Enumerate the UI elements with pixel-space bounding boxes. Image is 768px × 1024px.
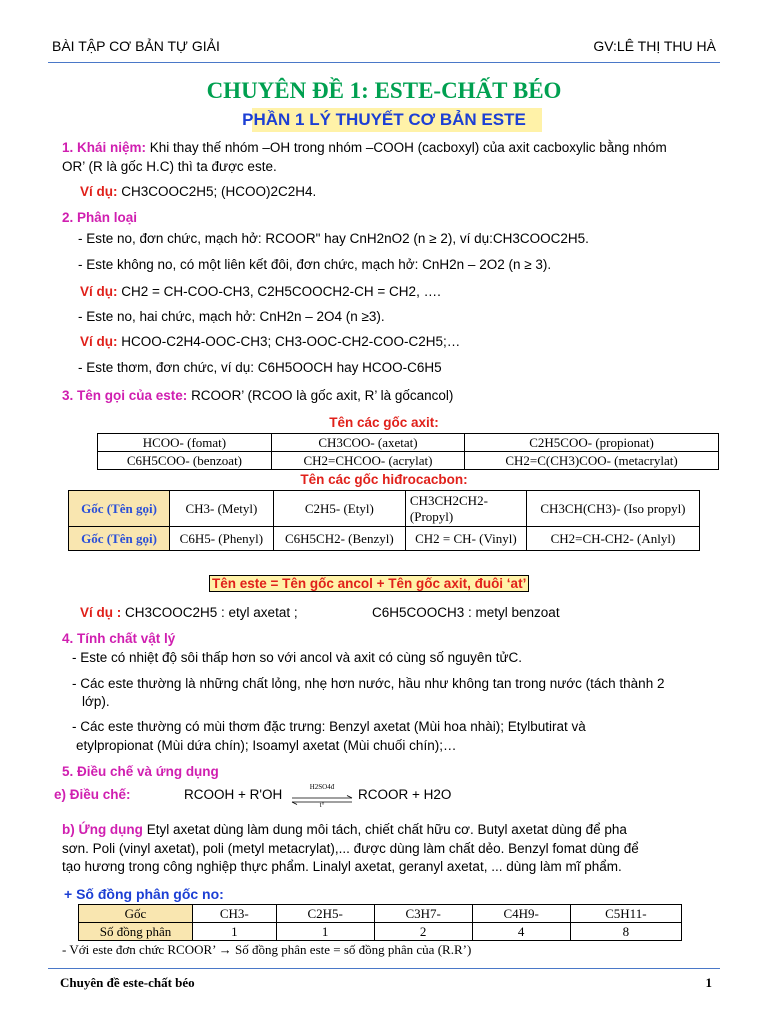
table-cell: CH3- (Metyl) (170, 491, 274, 527)
section-4-line-2a: - Các este thường là những chất lỏng, nhẹ hơn nước, hầu như không tan trong nước (tách thành 2 (72, 676, 665, 691)
preparation-condition-bottom: t° (319, 801, 325, 809)
section-4-line-3a: - Các este thường có mùi thơm đặc trưng: Benzyl axetat (Mùi hoa nhài); Etylbutirat và (72, 719, 586, 734)
preparation-left: RCOOH + R'OH (184, 787, 283, 802)
application-line-3: tạo hương trong công nghiệp thực phẩm. Linalyl axetat, geranyl axetat, ... dùng làm mĩ phẩm. (62, 859, 622, 874)
section-4-label: 4. Tính chất vật lý (62, 631, 176, 646)
application-line-1: b) Ứng dụng Etyl axetat dùng làm dung môi tách, chiết chất hữu cơ. Butyl axetat dùng để pha (62, 822, 627, 837)
section-3-line: 3. Tên gọi của este: RCOOR’ (RCOO là gốc axit, R’ là gốcancol) (62, 388, 454, 403)
table-cell: Số đồng phân (79, 923, 193, 941)
isomer-note: - Với este đơn chức RCOOR’ → Số đồng phân este = số đồng phân của (R.R’) (62, 942, 472, 957)
table-cell: 1 (193, 923, 277, 941)
table-cell: 2 (374, 923, 472, 941)
section-2-line-3: - Este no, hai chức, mạch hở: CnH2n – 2O4 (n ≥3). (78, 309, 385, 324)
table-cell: CH3CH(CH3)- (Iso propyl) (526, 491, 699, 527)
table-row (69, 527, 700, 551)
table-cell: CH3CH2CH2- (Propyl) (405, 491, 526, 527)
table-cell: 4 (472, 923, 570, 941)
acid-caption: Tên các gốc axit: (329, 415, 439, 430)
section-2-label: 2. Phân loại (62, 210, 138, 225)
table-cell: C2H5COO- (propionat) (465, 434, 719, 452)
table-cell: Gốc (Tên gọi) (69, 491, 170, 527)
table-cell: 1 (276, 923, 374, 941)
section-5-label: 5. Điều chế và ứng dụng (62, 764, 219, 779)
table-cell: HCOO- (fomat) (98, 434, 272, 452)
acid-table (97, 433, 719, 470)
table-row (69, 491, 700, 527)
table-cell: CH2=CHCOO- (acrylat) (271, 452, 464, 470)
section-4-line-1: - Este có nhiệt độ sôi thấp hơn so với ancol và axit có cùng số nguyên tửC. (72, 650, 522, 665)
application-line-2: sơn. Poli (vinyl axetat), poli (metyl metacrylat),... được dùng làm chất dẻo. Benzyl fomat dùng để (62, 841, 639, 856)
table-cell: CH3- (193, 905, 277, 923)
section-1-label: 1. Khái niệm: (62, 140, 147, 155)
naming-example: Ví dụ : CH3COOC2H5 : etyl axetat ; (80, 605, 298, 620)
section-4-line-2b: lớp). (82, 694, 110, 709)
hydrocarbon-table (68, 490, 700, 551)
table-row (79, 923, 682, 941)
header-left: BÀI TẬP CƠ BẢN TỰ GIẢI (52, 38, 220, 54)
section-1-text: Khi thay thế nhóm –OH trong nhóm –COOH (cacboxyl) của axit cacboxylic bằng nhóm (149, 140, 667, 155)
table-cell: C3H7- (374, 905, 472, 923)
hydrocarbon-caption: Tên các gốc hiđrocacbon: (300, 472, 468, 487)
table-cell: C5H11- (570, 905, 681, 923)
section-2-line-4: - Este thơm, đơn chức, ví dụ: C6H5OOCH hay HCOO-C6H5 (78, 360, 442, 375)
isomer-label: + Số đồng phân gốc no: (64, 886, 224, 902)
table-row (79, 905, 682, 923)
table-row (98, 452, 719, 470)
section-1-text2: OR’ (R là gốc H.C) thì ta được este. (62, 159, 277, 174)
table-cell: 8 (570, 923, 681, 941)
page-subtitle: PHẦN 1 LÝ THUYẾT CƠ BẢN ESTE (242, 110, 526, 129)
footer-left: Chuyên đề este-chất béo (60, 975, 195, 990)
table-cell: C6H5COO- (benzoat) (98, 452, 272, 470)
table-cell: C6H5- (Phenyl) (170, 527, 274, 551)
table-row (98, 434, 719, 452)
table-cell: CH3COO- (axetat) (271, 434, 464, 452)
preparation-right: RCOOR + H2O (358, 787, 452, 802)
naming-rule-box: Tên este = Tên gốc ancol + Tên gốc axit, đuôi ‘at’ (209, 575, 529, 592)
table-cell: CH2 = CH- (Vinyl) (405, 527, 526, 551)
header-rule (48, 62, 720, 63)
section-1-line (62, 140, 667, 155)
preparation-condition-top: H2SO4đ (309, 783, 335, 791)
table-cell: C2H5- (276, 905, 374, 923)
section-2-example-2: Ví dụ: HCOO-C2H4-OOC-CH3; CH3-OOC-CH2-COO-C2H5;… (80, 334, 461, 349)
table-cell: CH2=CH-CH2- (Anlyl) (526, 527, 699, 551)
table-cell: Gốc (79, 905, 193, 923)
isomer-table (78, 904, 682, 941)
table-cell: C2H5- (Etyl) (273, 491, 405, 527)
page-title: CHUYÊN ĐỀ 1: ESTE-CHẤT BÉO (206, 78, 562, 103)
section-2-line-1: - Este no, đơn chức, mạch hở: RCOOR" hay CnH2nO2 (n ≥ 2), ví dụ:CH3COOC2H5. (78, 231, 589, 246)
section-2-example-1: Ví dụ: CH2 = CH-COO-CH3, C2H5COOCH2-CH = CH2, …. (80, 284, 441, 299)
preparation-label: e) Điều chế: (54, 787, 131, 802)
table-cell: C4H9- (472, 905, 570, 923)
header-right: GV:LÊ THỊ THU HÀ (593, 38, 716, 54)
naming-example-b: C6H5COOCH3 : metyl benzoat (372, 605, 560, 620)
table-cell: CH2=C(CH3)COO- (metacrylat) (465, 452, 719, 470)
page-number: 1 (705, 975, 712, 990)
section-1-example: Ví dụ: CH3COOC2H5; (HCOO)2C2H4. (80, 184, 317, 199)
table-cell: Gốc (Tên gọi) (69, 527, 170, 551)
section-4-line-3b: etylpropionat (Mùi dứa chín); Isoamyl axetat (Mùi chuối chín);… (76, 738, 457, 753)
footer-rule (48, 968, 720, 969)
table-cell: C6H5CH2- (Benzyl) (273, 527, 405, 551)
section-2-line-2: - Este không no, có một liên kết đôi, đơn chức, mạch hở: CnH2n – 2O2 (n ≥ 3). (78, 257, 552, 272)
